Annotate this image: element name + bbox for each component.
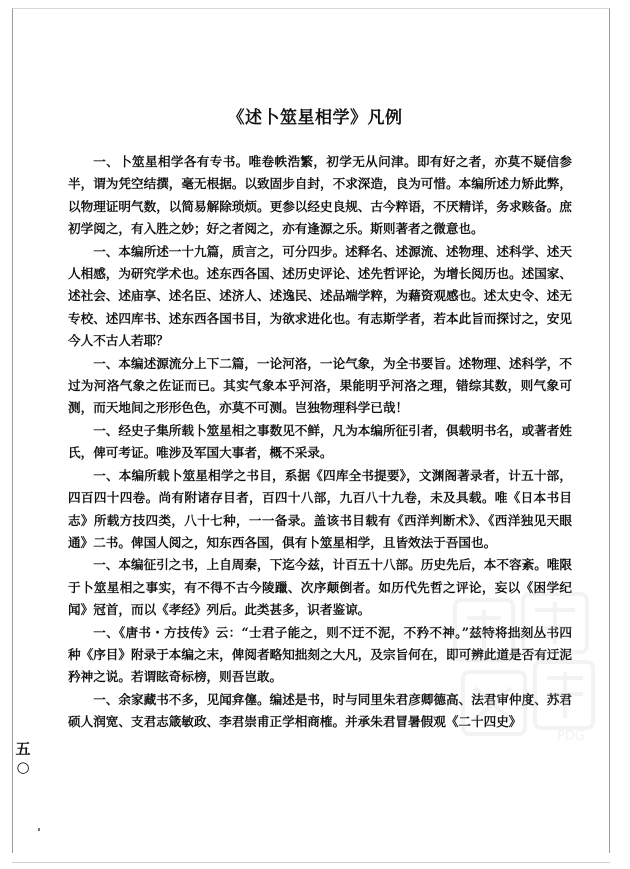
page-bottom-edge [12, 862, 610, 863]
watermark-stroke-4 [547, 672, 583, 718]
paragraph-1: 一、卜筮星相学各有专书。唯卷帙浩繁，初学无从问津。即有好之者，亦莫不疑信参半，谓为凭空结撰，毫无根据。以致固步自封，不求深造，良为可惜。本编所述力矫此弊，以物理证明气数，以简易解除琐烦。更参以经史良规、古今粹语，不厌精详，务求赅备。庶初学阅之，有入胜之妙；好之者阅之，亦有逢源之乐。斯则著者之微意也。 [68, 154, 572, 237]
watermark-stamp [445, 588, 615, 748]
page-number-char-1: 五 [15, 740, 31, 758]
watermark-label: PDG [557, 729, 585, 744]
paragraph-3: 一、本编述源流分上下二篇，一论河洛，一论气象，为全书要旨。述物理、述科学，不过为河洛气象之佐证而已。其实气象本乎河洛，果能明乎河洛之理，错综其数，则气象可测，而天地间之形形色色，亦莫不可测。岂独物理科学已哉！ [68, 355, 572, 416]
paragraph-2: 一、本编所述一十九篇，质言之，可分四步。述释名、述源流、述物理、述科学、述天人相感，为研究学术也。述东西各国、述历史评论、述先哲评论，为增长阅历也。述国家、述社会、述庙享、述名臣、述济人、述逸民、述品端学粹，为藉资观感也。述太史令、述无专校、述四库书、述东西各国书目，为欲求进化也。有志斯学者，若本此旨而探讨之，安见今人不古人若耶？ [68, 243, 572, 349]
paragraph-4: 一、经史子集所载卜筮星相之事数见不鲜，凡为本编所征引者，俱载明书名，或著者姓氏，俾可考证。唯涉及军国大事者，概不采录。 [68, 422, 572, 461]
page-number [13, 740, 33, 776]
page-title: 《述卜筮星相学》凡例 [227, 108, 403, 128]
paragraph-8: 一、余家藏书不多，见闻弇僿。编述是书，时与同里朱君彦卿德高、法君审仲度、苏君硕人润宽、支君志箴敏政、李君崇甫正学相商榷。并承朱君冒暑假观《二十四史》 [68, 691, 572, 730]
watermark-stroke-3 [475, 688, 511, 720]
paragraph-6: 一、本编征引之书，上自周秦，下迄今兹，计百五十八部。历史先后，本不容紊。唯限于卜筮星相之事实，有不得不古今陵躐、次序颠倒者。如历代先哲之评论，妄以《困学纪闻》冠首，而以《孝经》列后。此类甚多，识者鉴谅。 [68, 557, 572, 618]
paragraph-5: 一、本编所载卜筮星相学之书目，系据《四库全书提要》，文渊阁著录者，计五十部，四百四十四卷。尚有附诸存目者，百四十八部，九百八十九卷，未及具载。唯《日本书目志》所载方技四类，八十七种，一一备录。盖该书目载有《西洋判断术》、《西洋独见天眼通》二书。俾国人阅之，知东西各国，俱有卜筮星相学，且皆效法于吾国也。 [68, 467, 572, 550]
page-number-char-2: ○ [16, 758, 30, 776]
scan-speck [38, 828, 40, 831]
watermark-stroke-1 [467, 610, 501, 654]
paragraph-7: 一、《唐书・方技传》云：“士君子能之，则不迂不泥，不矜不神。”兹特将拙刻丛书四种《序目》附录于本编之末，俾阅者略知拙刻之大凡，及宗旨何在，即可辨此道是否有迂泥矜神之说。若谓眩奇标榜，则吾岂敢。 [68, 624, 572, 685]
watermark-stroke-2 [535, 602, 575, 644]
